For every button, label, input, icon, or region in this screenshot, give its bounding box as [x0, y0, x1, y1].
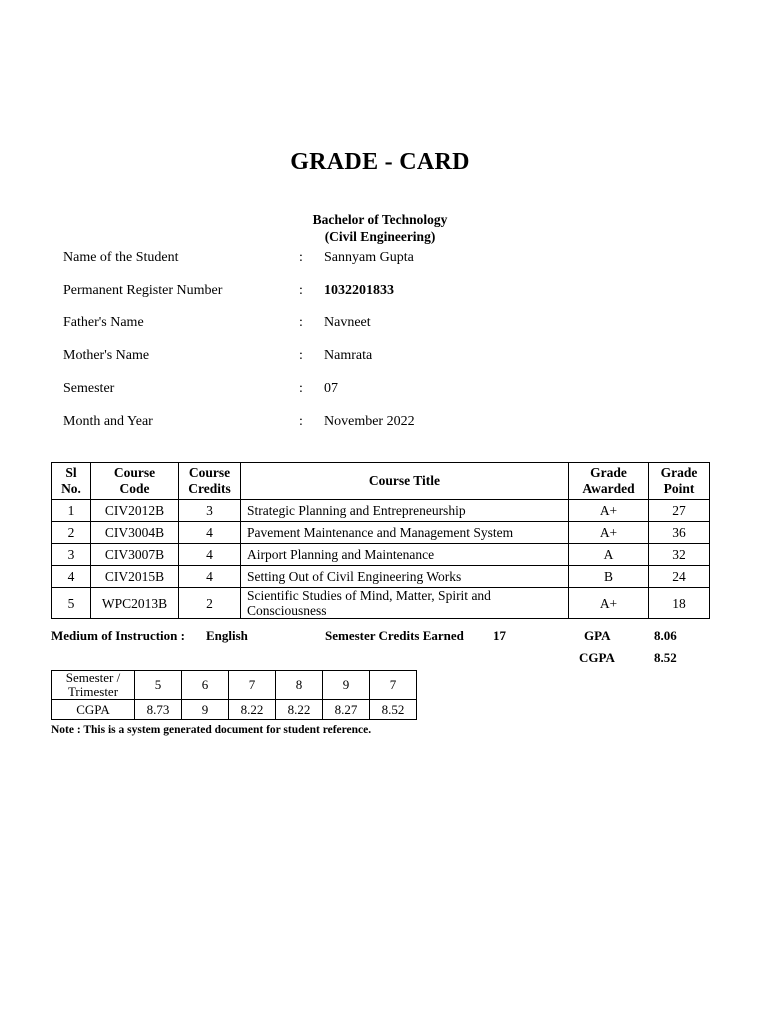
gpa-label: GPA	[584, 628, 611, 643]
register-number: 1032201833	[324, 283, 394, 298]
course-table-header	[52, 463, 710, 500]
header-grade-point: Grade Point	[649, 463, 710, 500]
degree-name: Bachelor of Technology	[312, 212, 448, 227]
info-colon: :	[299, 250, 303, 265]
student-name: Sannyam Gupta	[324, 250, 414, 265]
cell-point: 32	[649, 544, 710, 566]
cell-title: Scientific Studies of Mind, Matter, Spirit and Consciousness	[241, 588, 569, 619]
cell-grade: B	[569, 566, 649, 588]
cell-sl: 3	[52, 544, 91, 566]
header-course-title: Course Title	[241, 463, 569, 500]
cell-title: Pavement Maintenance and Management System	[241, 522, 569, 544]
semester-number: 5	[135, 671, 182, 700]
cell-code: CIV3007B	[91, 544, 179, 566]
header-grade-awarded: Grade Awarded	[569, 463, 649, 500]
info-label: Mother's Name	[63, 348, 150, 363]
credits-earned-label: Semester Credits Earned	[325, 628, 464, 643]
cell-point: 18	[649, 588, 710, 619]
mother-name: Namrata	[324, 348, 373, 363]
page-title: GRADE - CARD	[290, 149, 470, 175]
footer-note: Note : This is a system generated document for student reference.	[51, 724, 372, 736]
cell-point: 27	[649, 500, 710, 522]
cgpa-value: 8.27	[323, 700, 370, 720]
cgpa-value: 9	[182, 700, 229, 720]
cell-credits: 4	[179, 566, 241, 588]
semester-value: 07	[324, 381, 338, 396]
cell-credits: 4	[179, 522, 241, 544]
course-table	[51, 462, 710, 619]
semester-row	[52, 671, 417, 700]
cell-sl: 5	[52, 588, 91, 619]
semester-number: 9	[323, 671, 370, 700]
cell-grade: A+	[569, 522, 649, 544]
semester-number: 7	[370, 671, 417, 700]
header-sl-no: Sl No.	[52, 463, 91, 500]
info-colon: :	[299, 348, 303, 363]
cell-title: Strategic Planning and Entrepreneurship	[241, 500, 569, 522]
cell-title: Setting Out of Civil Engineering Works	[241, 566, 569, 588]
father-name: Navneet	[324, 315, 371, 330]
cell-sl: 2	[52, 522, 91, 544]
cgpa-value: 8.73	[135, 700, 182, 720]
cell-sl: 1	[52, 500, 91, 522]
cell-grade: A+	[569, 500, 649, 522]
cgpa-row-label: CGPA	[52, 700, 135, 720]
cell-point: 24	[649, 566, 710, 588]
info-colon: :	[299, 315, 303, 330]
cgpa-label: CGPA	[579, 650, 615, 665]
table-row	[52, 588, 710, 619]
info-label: Semester	[63, 381, 115, 396]
cell-code: CIV2015B	[91, 566, 179, 588]
medium-value: English	[206, 628, 248, 643]
cell-code: CIV3004B	[91, 522, 179, 544]
info-label: Permanent Register Number	[63, 283, 223, 298]
table-row	[52, 500, 710, 522]
info-label: Month and Year	[63, 414, 153, 429]
semester-number: 6	[182, 671, 229, 700]
cgpa-value: 8.52	[370, 700, 417, 720]
cgpa-value: 8.22	[229, 700, 276, 720]
cell-code: WPC2013B	[91, 588, 179, 619]
cell-title: Airport Planning and Maintenance	[241, 544, 569, 566]
cell-code: CIV2012B	[91, 500, 179, 522]
cell-grade: A	[569, 544, 649, 566]
branch-name: (Civil Engineering)	[324, 229, 436, 244]
cell-credits: 4	[179, 544, 241, 566]
gpa-value: 8.06	[654, 628, 677, 643]
cell-point: 36	[649, 522, 710, 544]
info-colon: :	[299, 381, 303, 396]
semester-number: 7	[229, 671, 276, 700]
cgpa-row	[52, 700, 417, 720]
table-row	[52, 566, 710, 588]
cell-credits: 2	[179, 588, 241, 619]
info-colon: :	[299, 414, 303, 429]
header-course-credits: Course Credits	[179, 463, 241, 500]
cgpa-history-table	[51, 670, 417, 720]
semester-header-label: Semester / Trimester	[52, 671, 135, 700]
cell-grade: A+	[569, 588, 649, 619]
cgpa-value: 8.52	[654, 650, 677, 665]
cgpa-value: 8.22	[276, 700, 323, 720]
cell-credits: 3	[179, 500, 241, 522]
medium-label: Medium of Instruction :	[51, 628, 185, 643]
info-label: Father's Name	[63, 315, 144, 330]
credits-earned-value: 17	[493, 628, 506, 643]
table-row	[52, 544, 710, 566]
month-year-value: November 2022	[324, 414, 415, 429]
info-colon: :	[299, 283, 303, 298]
semester-number: 8	[276, 671, 323, 700]
cell-sl: 4	[52, 566, 91, 588]
info-label: Name of the Student	[63, 250, 179, 265]
table-row	[52, 522, 710, 544]
header-course-code: Course Code	[91, 463, 179, 500]
